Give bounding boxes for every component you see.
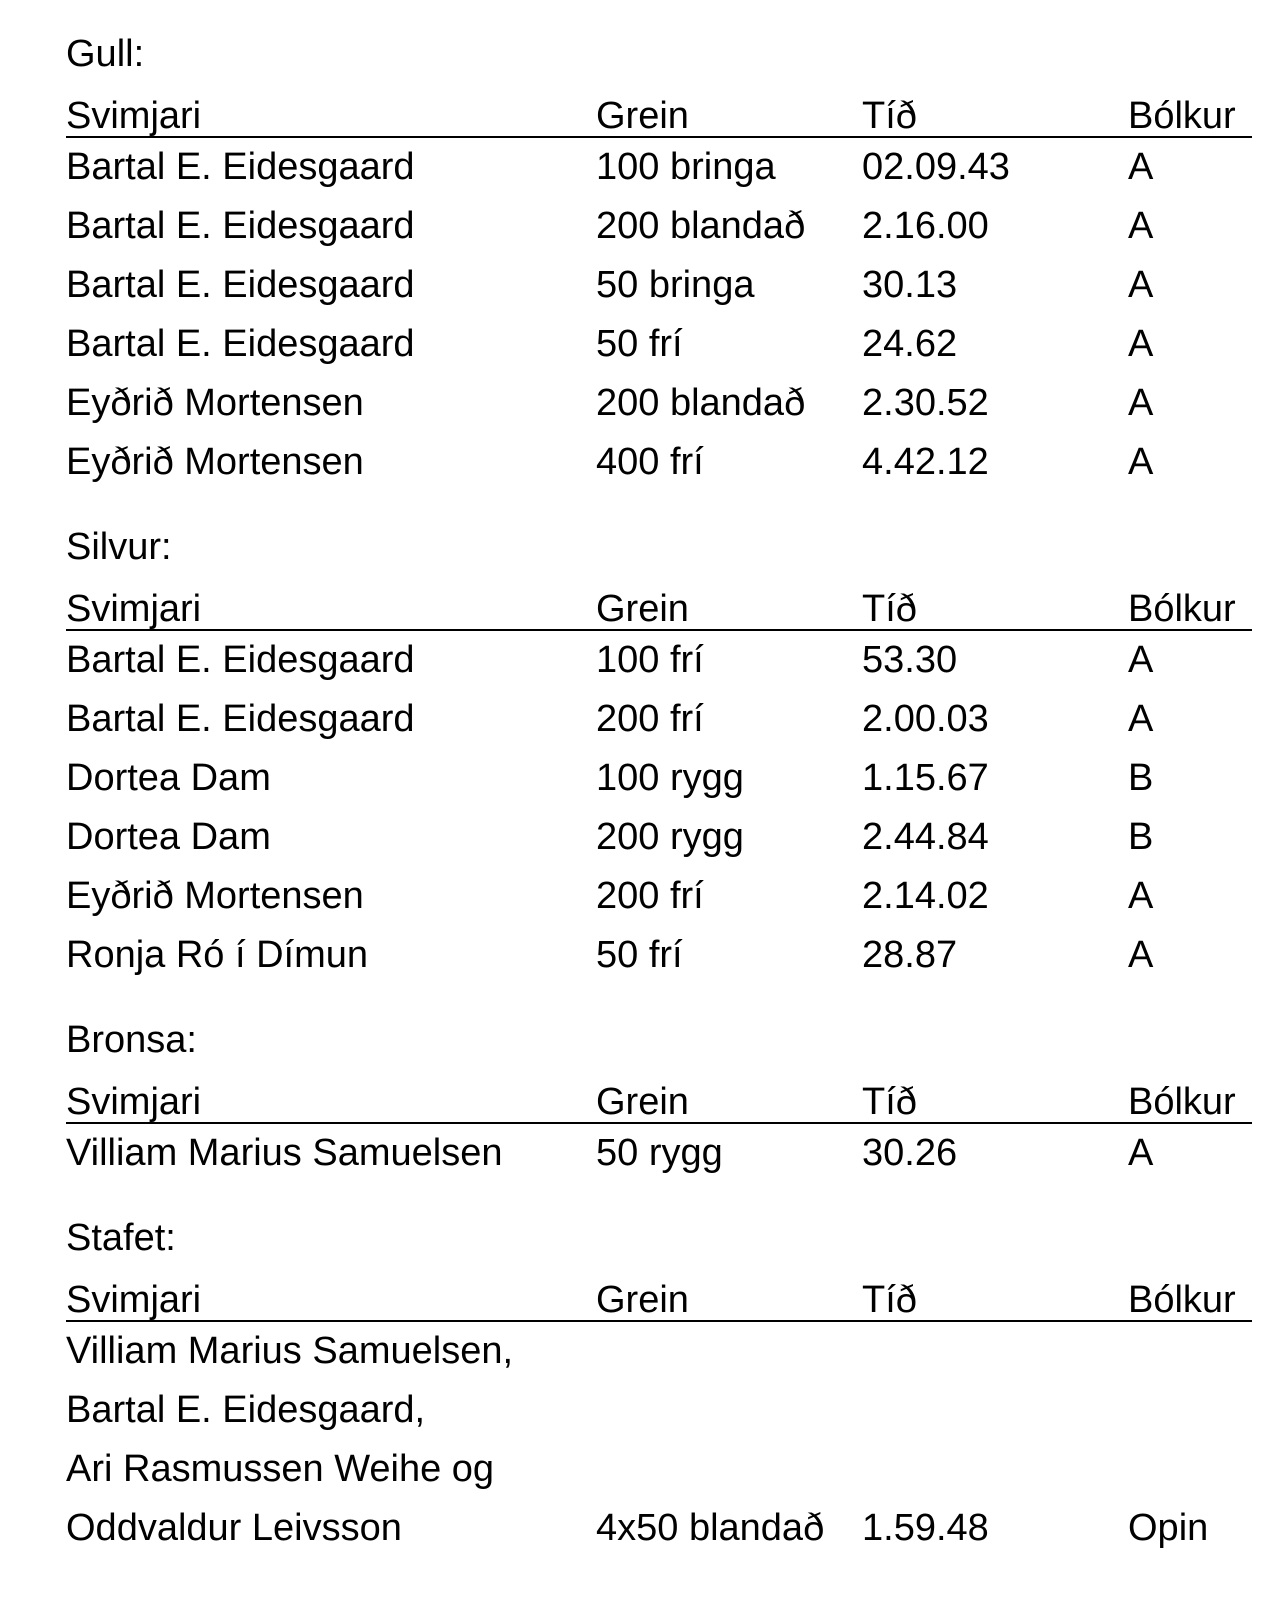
cell-time: 24.62 xyxy=(862,323,958,365)
cell-event: 100 frí xyxy=(596,639,704,681)
cell-time: 2.44.84 xyxy=(862,816,989,858)
table-row xyxy=(66,315,1252,374)
cell-time: 2.30.52 xyxy=(862,382,989,424)
cell-event: 50 rygg xyxy=(596,1132,723,1174)
table-row xyxy=(66,256,1252,315)
header-class: Bólkur xyxy=(1128,95,1236,137)
cell-swimmer: Ronja Ró í Dímun xyxy=(66,934,369,976)
section-spacer xyxy=(66,985,1252,1016)
table-header xyxy=(66,78,1252,138)
cell-class: A xyxy=(1128,1132,1154,1174)
cell-time: 4.42.12 xyxy=(862,441,989,483)
relay-swimmer: Bartal E. Eidesgaard, xyxy=(66,1389,426,1431)
header-class: Bólkur xyxy=(1128,1279,1236,1321)
header-event: Grein xyxy=(596,95,689,137)
table-header xyxy=(66,571,1252,631)
section-spacer xyxy=(66,492,1252,523)
header-class: Bólkur xyxy=(1128,1081,1236,1123)
cell-swimmer: Villiam Marius Samuelsen xyxy=(66,1132,503,1174)
table-row xyxy=(66,749,1252,808)
cell-class: A xyxy=(1128,264,1154,306)
header-swimmer: Svimjari xyxy=(66,1279,202,1321)
table-row xyxy=(66,1124,1252,1183)
section-gold xyxy=(66,30,1252,492)
cell-swimmer: Bartal E. Eidesgaard xyxy=(66,146,415,188)
cell-time: 2.00.03 xyxy=(862,698,989,740)
cell-event: 200 frí xyxy=(596,875,704,917)
header-time: Tíð xyxy=(862,588,917,630)
cell-event: 200 blandað xyxy=(596,382,806,424)
cell-time: 53.30 xyxy=(862,639,958,681)
cell-event: 50 bringa xyxy=(596,264,755,306)
cell-class: B xyxy=(1128,757,1154,799)
cell-event: 400 frí xyxy=(596,441,704,483)
cell-class: A xyxy=(1128,323,1154,365)
header-swimmer: Svimjari xyxy=(66,95,202,137)
header-swimmer: Svimjari xyxy=(66,588,202,630)
table-row xyxy=(66,374,1252,433)
header-time: Tíð xyxy=(862,1279,917,1321)
cell-swimmer: Dortea Dam xyxy=(66,816,271,858)
cell-event: 100 bringa xyxy=(596,146,776,188)
cell-class: A xyxy=(1128,639,1154,681)
cell-time: 30.26 xyxy=(862,1132,958,1174)
table-row xyxy=(66,867,1252,926)
cell-event: 50 frí xyxy=(596,323,683,365)
cell-time: 30.13 xyxy=(862,264,958,306)
results-document xyxy=(66,30,1252,1558)
cell-event: 4x50 blandað xyxy=(596,1507,825,1549)
relay-swimmer: Villiam Marius Samuelsen, xyxy=(66,1330,514,1372)
cell-class: A xyxy=(1128,875,1154,917)
header-event: Grein xyxy=(596,588,689,630)
table-header xyxy=(66,1262,1252,1322)
table-row xyxy=(66,926,1252,985)
cell-swimmer: Bartal E. Eidesgaard xyxy=(66,698,415,740)
cell-class: A xyxy=(1128,382,1154,424)
header-event: Grein xyxy=(596,1279,689,1321)
table-row xyxy=(66,1499,1252,1558)
table-row xyxy=(66,808,1252,867)
section-title: Bronsa: xyxy=(66,1019,197,1061)
header-time: Tíð xyxy=(862,1081,917,1123)
section-spacer xyxy=(66,1183,1252,1214)
relay-swimmer: Oddvaldur Leivsson xyxy=(66,1507,402,1549)
section-silver xyxy=(66,523,1252,985)
section-title: Stafet: xyxy=(66,1217,176,1259)
cell-class: Opin xyxy=(1128,1507,1209,1549)
cell-event: 50 frí xyxy=(596,934,683,976)
cell-swimmer: Eyðrið Mortensen xyxy=(66,382,364,424)
table-row xyxy=(66,197,1252,256)
table-row xyxy=(66,138,1252,197)
header-time: Tíð xyxy=(862,95,917,137)
table-row xyxy=(66,631,1252,690)
table-row xyxy=(66,690,1252,749)
cell-swimmer: Bartal E. Eidesgaard xyxy=(66,264,415,306)
section-relay xyxy=(66,1214,1252,1558)
section-bronze xyxy=(66,1016,1252,1183)
cell-class: B xyxy=(1128,816,1154,858)
cell-swimmer: Eyðrið Mortensen xyxy=(66,875,364,917)
cell-time: 1.59.48 xyxy=(862,1507,989,1549)
table-row xyxy=(66,433,1252,492)
cell-time: 2.14.02 xyxy=(862,875,989,917)
cell-class: A xyxy=(1128,146,1154,188)
cell-time: 28.87 xyxy=(862,934,958,976)
cell-class: A xyxy=(1128,205,1154,247)
cell-swimmer: Bartal E. Eidesgaard xyxy=(66,639,415,681)
cell-event: 200 frí xyxy=(596,698,704,740)
header-swimmer: Svimjari xyxy=(66,1081,202,1123)
header-event: Grein xyxy=(596,1081,689,1123)
cell-swimmer: Bartal E. Eidesgaard xyxy=(66,205,415,247)
cell-time: 2.16.00 xyxy=(862,205,989,247)
table-header xyxy=(66,1064,1252,1124)
section-title: Silvur: xyxy=(66,526,172,568)
header-class: Bólkur xyxy=(1128,588,1236,630)
cell-swimmer: Bartal E. Eidesgaard xyxy=(66,323,415,365)
cell-class: A xyxy=(1128,698,1154,740)
section-title: Gull: xyxy=(66,33,145,75)
cell-class: A xyxy=(1128,441,1154,483)
cell-swimmer: Dortea Dam xyxy=(66,757,271,799)
cell-time: 1.15.67 xyxy=(862,757,989,799)
cell-event: 100 rygg xyxy=(596,757,744,799)
cell-class: A xyxy=(1128,934,1154,976)
cell-swimmer: Eyðrið Mortensen xyxy=(66,441,364,483)
relay-swimmer: Ari Rasmussen Weihe og xyxy=(66,1448,495,1490)
cell-event: 200 blandað xyxy=(596,205,806,247)
cell-time: 02.09.43 xyxy=(862,146,1010,188)
cell-event: 200 rygg xyxy=(596,816,744,858)
